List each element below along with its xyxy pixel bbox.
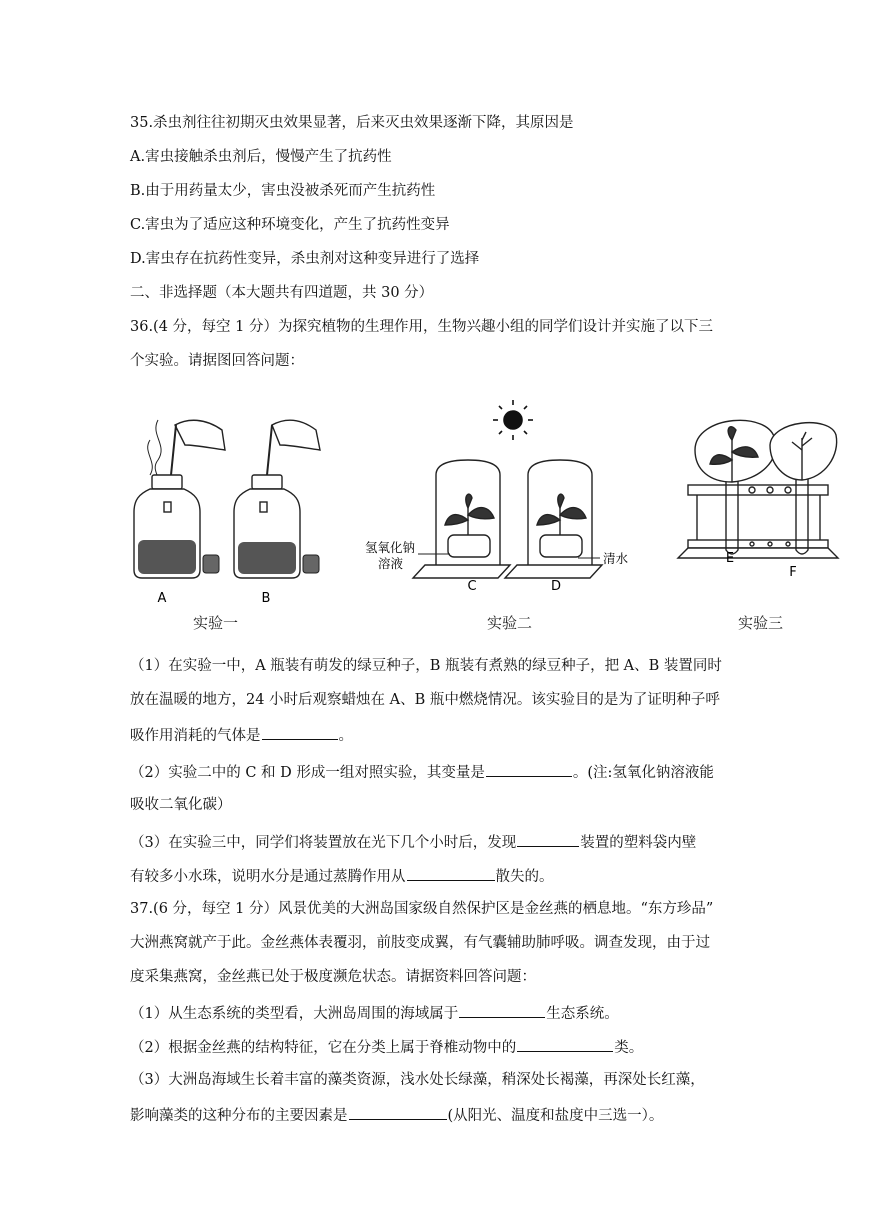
exp1-caption: 实验一: [193, 614, 239, 632]
q36-stem-line2: 个实验。请据图回答问题：: [130, 353, 304, 369]
q37-sub2: [130, 1036, 643, 1058]
q35-option-a: A.害虫接触杀虫剂后，慢慢产生了抗药性: [130, 149, 392, 165]
q36-sub3-text: （3）在实验三中，同学们将装置放在光下几个小时后，发现: [130, 835, 517, 851]
q35-option-d: D.害虫存在抗药性变异，杀虫剂对这种变异进行了选择: [130, 251, 480, 267]
experiment-figure: [0, 390, 869, 650]
label-e: E: [725, 551, 735, 566]
q36-sub1-line3: [130, 724, 353, 746]
stopper-b: [303, 555, 319, 573]
q37-stem-line2: 大洲燕窝就产于此。金丝燕体表覆羽，前肢变成翼，有气囊辅助肺呼吸。调查发现，由于过: [130, 935, 710, 951]
experiment-illustration: [0, 390, 869, 620]
answer-blank-7[interactable]: [349, 1104, 447, 1120]
q36-sub3-line2: [130, 865, 554, 887]
jar-b-seeds: [238, 542, 296, 574]
q37-sub2-end: 类。: [614, 1040, 644, 1056]
bell-jar-d: [505, 460, 602, 578]
q37-sub3-text: 影响藻类的这种分布的主要因素是: [130, 1108, 348, 1124]
sun-icon: [493, 400, 533, 440]
q37-sub1: [130, 1002, 619, 1024]
jar-a-seeds: [138, 540, 196, 574]
naoh-label-2: 溶液: [378, 556, 404, 571]
answer-blank-3[interactable]: [517, 831, 579, 847]
section-heading: 二、非选择题（本大题共有四道题，共 30 分）: [130, 285, 434, 301]
q36-sub2-line1: [130, 761, 714, 783]
label-d: D: [550, 579, 562, 594]
q37-stem-line1: 37.(6 分，每空 1 分）风景优美的大洲岛国家级自然保护区是金丝燕的栖息地。“东方珍品”: [130, 901, 714, 917]
q36-sub3-end: 散失的。: [495, 869, 554, 885]
label-a: A: [157, 591, 167, 606]
exp3-caption: 实验三: [738, 614, 784, 632]
q37-sub1-text: （1）从生态系统的类型看，大洲岛周围的海域属于: [130, 1006, 459, 1022]
exp2-caption: 实验二: [487, 614, 533, 632]
q36-sub3-line1: [130, 831, 696, 853]
q36-sub2-line2: 吸收二氧化碳）: [130, 797, 232, 813]
q36-sub1-line2: 放在温暖的地方，24 小时后观察蜡烛在 A、B 瓶中燃烧情况。该实验目的是为了证明种子呼: [130, 692, 720, 708]
q37-sub2-text: （2）根据金丝燕的结构特征，它在分类上属于脊椎动物中的: [130, 1040, 517, 1056]
answer-blank-5[interactable]: [459, 1002, 545, 1018]
q36-sub2-note: 。(注:氢氧化钠溶液能: [572, 765, 714, 781]
q36-stem-line1: 36.(4 分，每空 1 分）为探究植物的生理作用，生物兴趣小组的同学们设计并实施了以下三: [130, 319, 713, 335]
q36-sub1-line1: （1）在实验一中，A 瓶装有萌发的绿豆种子，B 瓶装有煮熟的绿豆种子，把 A、B 装置同时: [130, 658, 722, 674]
label-c: C: [467, 579, 477, 594]
q37-sub3-line2: [130, 1104, 663, 1126]
q36-sub1-text: 吸作用消耗的气体是: [130, 728, 261, 744]
bell-jar-c: [413, 460, 510, 578]
q36-sub3-text2: 装置的塑料袋内壁: [580, 835, 697, 851]
answer-blank-1[interactable]: [262, 724, 338, 740]
q35-option-c: C.害虫为了适应这种环境变化，产生了抗药性变异: [130, 217, 450, 233]
water-label: 清水: [603, 551, 629, 566]
stopper-a: [203, 555, 219, 573]
answer-blank-6[interactable]: [517, 1036, 613, 1052]
label-b: B: [261, 591, 271, 606]
q37-sub3-end: (从阳光、温度和盐度中三选一）。: [447, 1108, 664, 1124]
q37-sub1-end: 生态系统。: [546, 1006, 619, 1022]
q35-option-b: B.由于用药量太少，害虫没被杀死而产生抗药性: [130, 183, 436, 199]
naoh-label-1: 氢氧化钠: [365, 540, 416, 555]
label-f: F: [789, 565, 797, 580]
test-tube-rack: [678, 485, 838, 558]
answer-blank-2[interactable]: [486, 761, 572, 777]
q37-sub3-line1: （3）大洲岛海域生长着丰富的藻类资源，浅水处长绿藻，稍深处长褐藻，再深处长红藻，: [130, 1072, 705, 1088]
q37-stem-line3: 度采集燕窝，金丝燕已处于极度濒危状态。请据资料回答问题：: [130, 969, 536, 985]
q35-stem: 35.杀虫剂往往初期灭虫效果显著，后来灭虫效果逐渐下降，其原因是: [130, 115, 574, 131]
q36-sub2-text: （2）实验二中的 C 和 D 形成一组对照实验，其变量是: [130, 765, 485, 781]
q36-sub3-text3: 有较多小水珠，说明水分是通过蒸腾作用从: [130, 869, 406, 885]
q36-sub1-end: 。: [338, 728, 353, 744]
answer-blank-4[interactable]: [407, 865, 495, 881]
